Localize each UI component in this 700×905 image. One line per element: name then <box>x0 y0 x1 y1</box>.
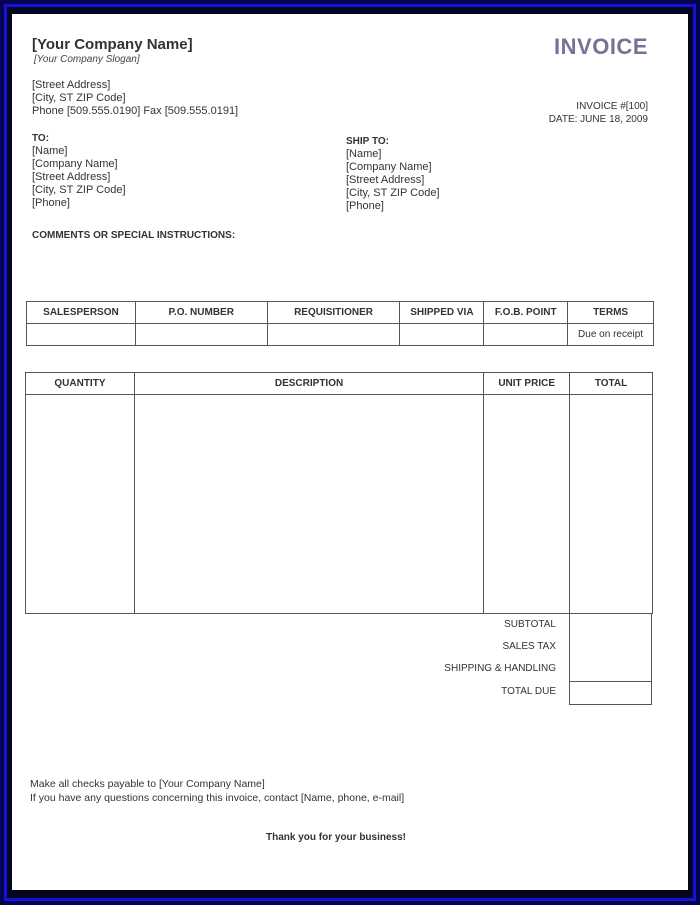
questions-note: If you have any questions concerning this invoice, contact [Name, phone, e-mail] <box>30 792 405 804</box>
ship-to-city: [City, ST ZIP Code] <box>346 187 440 199</box>
shipping-label: SHIPPING & HANDLING <box>444 663 556 674</box>
bill-to-name: [Name] <box>32 145 68 157</box>
cell-po-number[interactable] <box>135 324 267 346</box>
thank-you-note: Thank you for your business! <box>265 832 407 843</box>
header-unit-price: UNIT PRICE <box>484 373 570 395</box>
document-title: INVOICE <box>554 34 648 59</box>
bill-to-block <box>32 132 126 210</box>
company-slogan: [Your Company Slogan] <box>34 54 140 65</box>
description-column[interactable] <box>134 395 483 614</box>
header-fob-point: F.O.B. POINT <box>484 302 568 324</box>
invoice-number: INVOICE #[100] <box>576 101 648 112</box>
bill-to-phone: [Phone] <box>32 197 70 209</box>
bill-to-street: [Street Address] <box>32 171 111 183</box>
order-table-header-row <box>27 302 654 324</box>
total-due-box[interactable] <box>569 681 652 705</box>
totals-values-box[interactable] <box>569 613 652 681</box>
ship-to-phone: [Phone] <box>346 200 384 212</box>
items-body-row <box>26 395 653 614</box>
quantity-column[interactable] <box>26 395 135 614</box>
ship-to-street: [Street Address] <box>346 174 425 186</box>
header-requisitioner: REQUISITIONER <box>267 302 400 324</box>
sales-tax-label: SALES TAX <box>502 641 556 652</box>
ship-to-company: [Company Name] <box>346 161 432 173</box>
unit-price-column[interactable] <box>484 395 570 614</box>
subtotal-label: SUBTOTAL <box>504 619 556 630</box>
total-due-label: TOTAL DUE <box>501 686 556 697</box>
checks-payable-note: Make all checks payable to [Your Company Name] <box>30 778 265 790</box>
company-phone-fax: Phone [509.555.0190] Fax [509.555.0191] <box>32 105 239 117</box>
ship-to-label: SHIP TO: <box>346 136 389 147</box>
footer-notes <box>30 777 404 805</box>
order-table-row <box>27 324 654 346</box>
header-salesperson: SALESPERSON <box>27 302 136 324</box>
cell-shipped-via[interactable] <box>400 324 484 346</box>
invoice-date: DATE: JUNE 18, 2009 <box>548 114 648 125</box>
cell-fob-point[interactable] <box>484 324 568 346</box>
company-name: [Your Company Name] <box>32 36 193 53</box>
bill-to-city: [City, ST ZIP Code] <box>32 184 126 196</box>
bill-to-label: TO: <box>32 133 50 144</box>
cell-terms[interactable]: Due on receipt <box>568 324 654 346</box>
order-info-table <box>26 301 654 346</box>
comments-label: COMMENTS OR SPECIAL INSTRUCTIONS: <box>32 230 236 241</box>
header-po-number: P.O. NUMBER <box>135 302 267 324</box>
header-description: DESCRIPTION <box>134 373 483 395</box>
header-shipped-via: SHIPPED VIA <box>400 302 484 324</box>
line-items-table <box>25 372 653 614</box>
company-street: [Street Address] <box>32 79 111 91</box>
ship-to-name: [Name] <box>346 148 382 160</box>
header-quantity: QUANTITY <box>26 373 135 395</box>
bill-to-company: [Company Name] <box>32 158 118 170</box>
header-terms: TERMS <box>568 302 654 324</box>
ship-to-block <box>346 135 440 213</box>
invoice-page <box>12 14 688 890</box>
total-column[interactable] <box>570 395 653 614</box>
cell-salesperson[interactable] <box>27 324 136 346</box>
items-header-row <box>26 373 653 395</box>
invoice-info <box>549 100 648 126</box>
cell-requisitioner[interactable] <box>267 324 400 346</box>
company-city: [City, ST ZIP Code] <box>32 92 126 104</box>
header-total: TOTAL <box>570 373 653 395</box>
company-address <box>32 79 238 118</box>
